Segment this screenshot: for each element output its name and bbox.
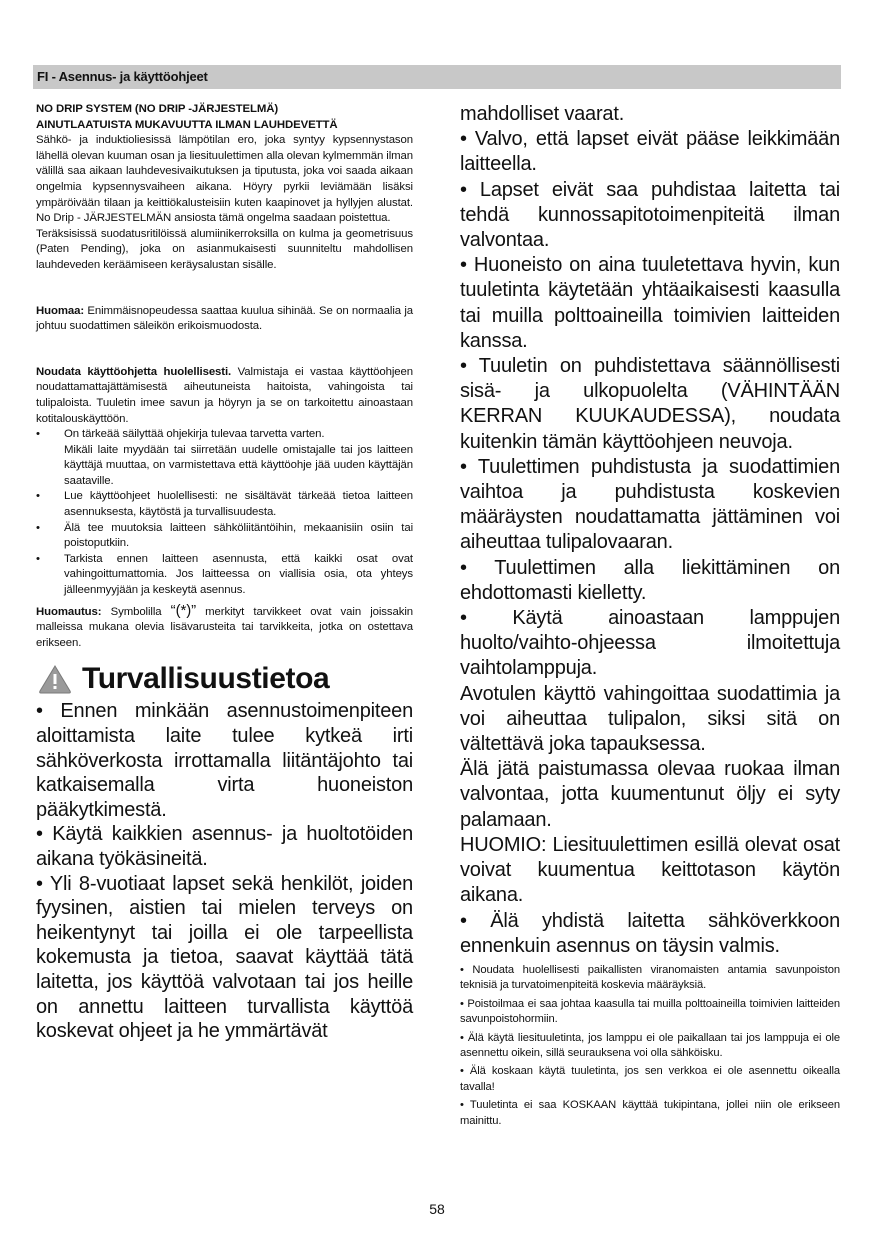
section-header (33, 65, 841, 89)
safety-text-left (36, 699, 413, 1043)
huomautus-post: merkityt tarvikkeet ovat vain joissakin malleissa mukana olevia lisävarusteita tai tarvikkeita, jotka on ostettava erikseen. (36, 605, 413, 649)
list-item-subtext: Mikäli laite myydään tai siirretään uudelle omistajalle tai jos laitteen käyttäjä muuttaa, on varmistettava että käyttöohje jää uuden käyttäjän saataville. (64, 443, 413, 487)
list-item-text: Älä tee muutoksia laitteen sähköliitäntöihin, mekaanisiin osiin tai poistoputkiin. (64, 521, 413, 550)
optional-symbol: “(*)” (170, 601, 196, 619)
safety-paragraph: • Tuulettimen puhdistusta ja suodattimien vaihtoa ja puhdistusta koskevien määräysten noudattamatta jättäminen voi aiheuttaa tulipalovaaran. (460, 455, 840, 554)
list-item (36, 427, 413, 489)
huomaa-note (36, 304, 413, 335)
safety-paragraph: • Tuulettimen alla liekittäminen on ehdottomasti kielletty. (460, 556, 840, 604)
noudata-text: Valmistaja ei vastaa käyttöohjeen noudattamattajättämisestä aiheutuneista haitoista, vahingoista tai tulipaloista. Tuuletin imee savun ja höyryn ja se on tarkoitettu ainoastaan kotitalouskäyttöön. (36, 365, 413, 425)
small-note: • Älä koskaan käytä tuuletinta, jos sen verkkoa ei ole asennettu oikealla tavalla! (460, 1065, 840, 1093)
huomautus-pre: Symbolilla (101, 605, 171, 618)
safety-small-notes (460, 963, 840, 1129)
spacer (36, 289, 413, 304)
huomaa-text: Enimmäisnopeudessa saattaa kuulua sihinää. Se on normaalia ja johtuu suodattimen säleikön erikoismuodosta. (36, 304, 413, 333)
small-note: • Tuuletinta ei saa KOSKAAN käyttää tukipintana, jollei niin ole erikseen mainittu. (460, 1099, 840, 1127)
safety-paragraph: • Tuuletin on puhdistettava säännöllisesti sisä- ja ulkopuolelta (VÄHINTÄÄN KERRAN KUUKAUDESSA), noudata kuitenkin tämän käyttöohjeen neuvoja. (460, 355, 840, 453)
page-number: 58 (429, 1201, 445, 1217)
instruction-list (36, 427, 413, 599)
noudata-note (36, 365, 413, 427)
list-item-text: Lue käyttöohjeet huolellisesti: ne sisältävät tärkeää tietoa laitteen asennuksesta, käytöstä ja turvallisuudesta. (64, 490, 413, 519)
safety-paragraph: HUOMIO: Liesituulettimen esillä olevat osat voivat kuumentua keittotason käytön aikana. (460, 833, 840, 907)
safety-paragraph: • Yli 8-vuotiaat lapset sekä henkilöt, joiden fyysinen, aistien tai mielen terveys on heikentynyt tai joilla ei ole tarpeellista kokemusta ja tietoa, saavat käyttää tätä laitetta, jos käyttöä valvotaan tai jos heille on annettu laitteen turvallista käyttöä koskevat ohjeet ja he ymmärtävät (36, 872, 413, 1043)
safety-paragraph: • Lapset eivät saa puhdistaa laitetta tai tehdä kunnossapitotoimenpiteitä ilman valvontaa. (460, 178, 840, 252)
huomautus-note (36, 603, 413, 652)
safety-paragraph: • Käytä kaikkien asennus- ja huoltotöiden aikana työkäsineitä. (36, 823, 413, 870)
nodrip-paragraph-1: Sähkö- ja induktioliesissä lämpötilan ero, joka syntyy kypsennystason lähellä olevan kuuman osan ja liesituulettimen alla olevan kylmemmän ilman välillä saa aikaan lauhdevesivaikutuksen ja tiputusta, joka voi saada aikaan ongelmia kypsennysvaiheen aikana. Höyry pyrkii leviämään lisäksi ympäröivään tilaan ja keittiökalusteisiin kuten kaapinovet ja hyllyjen alustat. No Drip - JÄRJESTELMÄN ansiosta tämä ongelma saadaan poistettua. (36, 134, 413, 225)
list-item (36, 552, 413, 599)
safety-text-right (460, 102, 840, 959)
nodrip-paragraph-2: Teräksisissä suodatusritilöissä alumiinikerroksilla on kulma ja geometrisuus (Paten Pending), joka on asianmukaisesti suunniteltu mahdollisen lauhdeveden keräämiseen keräysalustan sisälle. (36, 227, 413, 271)
list-item-text: Tarkista ennen laitteen asennusta, että kaikki osat ovat vahingoittumattomia. Jos laitteessa on viallisia osia, ota yhteys jälleenmyyjään ja keskeytä asennus. (64, 552, 413, 597)
nodrip-section (36, 102, 413, 651)
small-note: • Poistoilmaa ei saa johtaa kaasulla tai muilla polttoaineilla toimivien laitteiden savunpoistohormiin. (460, 997, 840, 1026)
spacer (36, 350, 413, 365)
nodrip-title-1: NO DRIP SYSTEM (NO DRIP -JÄRJESTELMÄ) (36, 103, 279, 115)
safety-heading (36, 659, 413, 699)
safety-paragraph: • Huoneisto on aina tuuletettava hyvin, kun tuuletinta käytetään yhtäaikaisesti kaasulla tai muilla polttoaineilla toimivien laitteiden kanssa. (460, 254, 840, 352)
small-note: • Älä käytä liesituuletinta, jos lamppu ei ole paikallaan tai jos lamppuja ei ole asennettu oikein, sillä seurauksena voi olla sähköisku. (460, 1031, 840, 1059)
safety-paragraph: Avotulen käyttö vahingoittaa suodattimia ja voi aiheuttaa tulipalon, siksi sitä on vältettävä joka tapauksessa. (460, 682, 840, 756)
noudata-label: Noudata käyttöohjetta huolellisesti. (36, 365, 232, 378)
safety-title: Turvallisuustietoa (82, 662, 330, 696)
small-note: • Noudata huolellisesti paikallisten viranomaisten antamia savunpoiston teknisiä ja turvatoimenpiteitä koskevia määräyksiä. (460, 963, 840, 992)
spacer (36, 274, 413, 289)
safety-paragraph: mahdolliset vaarat. (460, 103, 625, 125)
nodrip-title-2: AINUTLAATUISTA MUKAVUUTTA ILMAN LAUHDEVETTÄ (36, 118, 338, 131)
list-item (36, 489, 413, 520)
huomaa-label: Huomaa: (36, 304, 85, 317)
spacer (36, 335, 413, 350)
safety-paragraph: • Älä yhdistä laitetta sähköverkkoon ennenkuin asennus on täysin valmis. (460, 909, 840, 957)
warning-triangle-icon (38, 664, 72, 694)
list-item (36, 521, 413, 552)
right-column (460, 102, 840, 1132)
safety-paragraph: • Käytä ainoastaan lamppujen huolto/vaihto-ohjeessa ilmoitettuja vaihtolamppuja. (460, 607, 840, 680)
safety-paragraph: • Valvo, että lapset eivät pääse leikkimään laitteella. (460, 128, 840, 176)
section-header-title: FI - Asennus- ja käyttöohjeet (37, 69, 208, 84)
huomautus-label: Huomautus: (36, 605, 102, 618)
left-column (36, 102, 413, 1044)
safety-paragraph: • Ennen minkään asennustoimenpiteen aloittamista laite tulee kytkeä irti sähköverkosta irrottamalla liitäntäjohto tai katkaisemalla virta huoneiston pääkytkimestä. (36, 700, 413, 821)
list-item-text: On tärkeää säilyttää ohjekirja tulevaa tarvetta varten. (64, 428, 325, 441)
safety-paragraph: Älä jätä paistumassa olevaa ruokaa ilman valvontaa, jotta kuumentunut öljy ei syty palamaan. (460, 758, 840, 831)
